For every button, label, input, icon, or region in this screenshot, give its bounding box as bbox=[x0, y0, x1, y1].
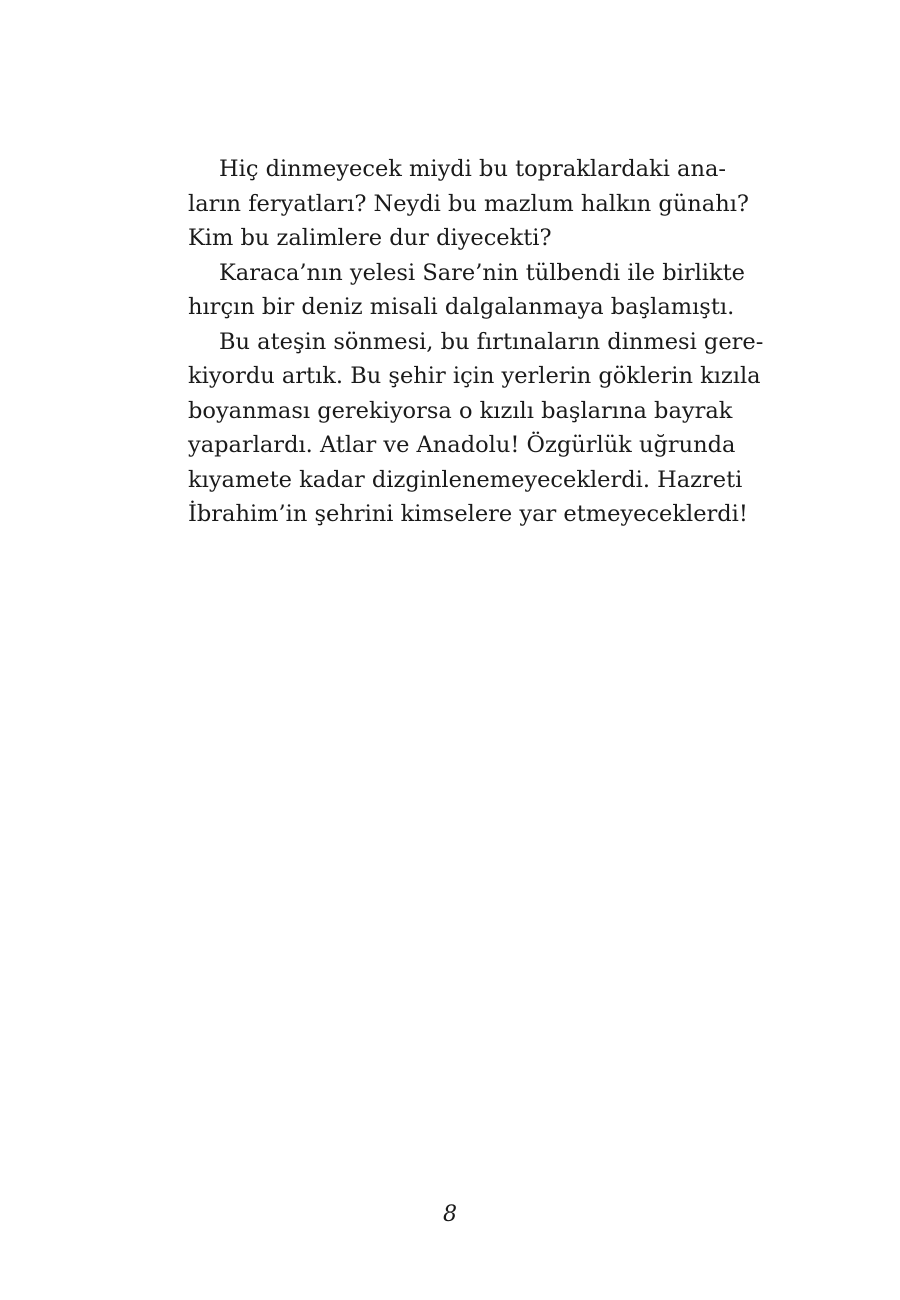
text-line: ların feryatları? Neydi bu mazlum halkın günahı? bbox=[188, 190, 749, 217]
text-line: hırçın bir deniz misali dalgalanmaya başlamıştı. bbox=[188, 294, 735, 320]
text-line: Bu ateşin sönmesi, bu fırtınaların dinmesi gere- bbox=[219, 328, 764, 355]
text-line: Hiç dinmeyecek miydi bu topraklardaki ana- bbox=[219, 156, 726, 182]
body-text bbox=[188, 152, 764, 532]
text-line: yaparlardı. Atlar ve Anadolu! Özgürlük uğrunda bbox=[188, 432, 736, 458]
page-number: 8 bbox=[443, 1202, 457, 1227]
text-line: Karaca’nın yelesi Sare’nin tülbendi ile birlikte bbox=[219, 259, 745, 286]
text-line: kıyamete kadar dizginlenemeyeceklerdi. Hazreti bbox=[188, 466, 743, 493]
text-line: kiyordu artık. Bu şehir için yerlerin göklerin kızıla bbox=[188, 363, 761, 389]
text-line: İbrahim’in şehrini kimselere yar etmeyeceklerdi! bbox=[188, 501, 748, 527]
text-line: boyanması gerekiyorsa o kızılı başlarına bayrak bbox=[188, 397, 733, 424]
text-line: Kim bu zalimlere dur diyecekti? bbox=[188, 225, 552, 251]
